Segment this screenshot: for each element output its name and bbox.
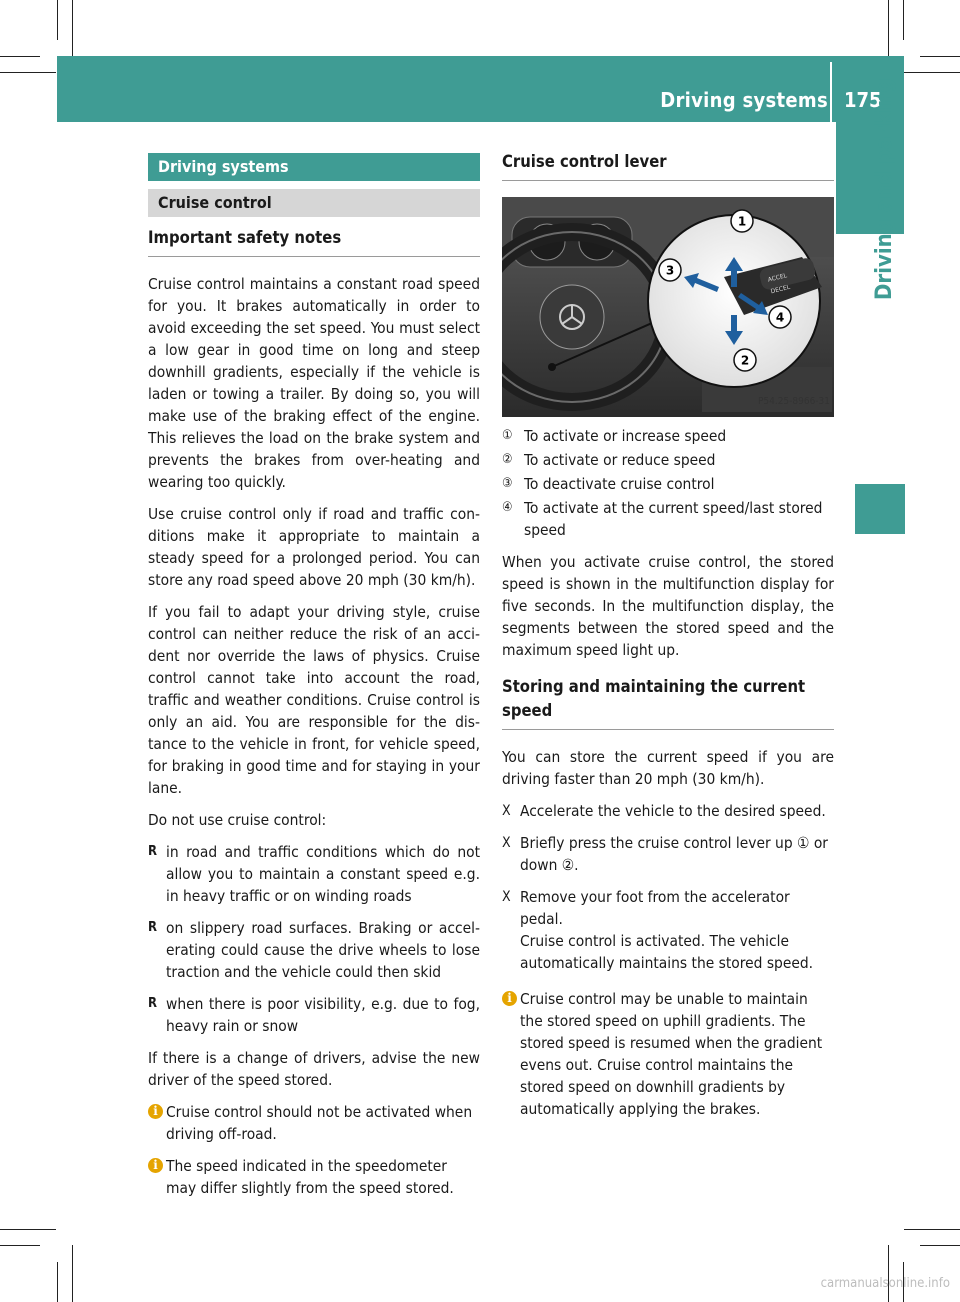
crop-mark: [57, 1262, 58, 1302]
running-header-title: Driving systems: [660, 88, 828, 112]
bullet-item: R on slippery road surfaces. Braking or accel-erating could cause the drive wheels to lose traction and the vehicle could then skid: [148, 919, 480, 981]
legend-item: ④ To activate at the current speed/last stored speed: [502, 499, 823, 539]
heading-safety-notes: Important safety notes: [148, 226, 480, 257]
legend-item: ② To activate or reduce speed: [502, 451, 716, 469]
paragraph: Do not use cruise control:: [148, 811, 327, 829]
info-note: i The speed indicated in the speedometer may differ slightly from the speed stored.: [148, 1155, 480, 1199]
figure-code: P54.25-8966-31: [757, 396, 830, 407]
step-result: Cruise control is activated. The vehicle: [520, 932, 789, 950]
crop-mark: [0, 1245, 40, 1246]
crop-mark: [920, 56, 960, 57]
crop-mark: [888, 0, 889, 56]
instruction-step: X Remove your foot from the accelerator pedal. Cruise control is activated. The vehicle automatically maintains the stored speed.: [502, 888, 814, 972]
info-icon: i: [502, 991, 517, 1006]
info-icon: i: [148, 1104, 163, 1119]
callout-4: 4: [775, 310, 785, 325]
paragraph: You can store the current speed if you are driving faster than 20 mph (30 km/h).: [502, 748, 834, 788]
paragraph: Use cruise control only if road and traffic con-ditions make it appropriate to maintain a steady speed for a prolonged period. You can store any road speed above 20 mph (30 km/h).: [148, 505, 480, 589]
step-marker: X: [502, 803, 511, 819]
bullet-item: R when there is poor visibility, e.g. due to fog, heavy rain or snow: [148, 995, 480, 1035]
instruction-step: X Accelerate the vehicle to the desired speed.: [502, 802, 826, 820]
legend-item: ③ To deactivate cruise control: [502, 475, 715, 493]
section-title: Driving systems: [148, 153, 480, 181]
paragraph: If there is a change of drivers, advise the new driver of the speed stored.: [148, 1049, 480, 1089]
bullet-marker: R: [148, 996, 158, 1011]
crop-mark: [904, 1229, 960, 1230]
crop-mark: [72, 1245, 73, 1302]
callout-3: 3: [665, 263, 675, 278]
crop-mark: [0, 72, 56, 73]
crop-mark: [904, 72, 960, 73]
right-column: [502, 150, 834, 1130]
crop-mark: [0, 56, 40, 57]
info-icon: i: [148, 1158, 163, 1173]
step-marker: X: [502, 889, 511, 905]
left-column: [148, 226, 480, 1209]
paragraph: When you activate cruise control, the stored speed is shown in the multifunction display for five seconds. In the multifunction display, the segments between the stored speed and the maximum speed light up.: [502, 553, 834, 659]
instruction-step: X Briefly press the cruise control lever up ① or down ②.: [502, 834, 828, 874]
callout-2: 2: [740, 353, 750, 368]
paragraph: If you fail to adapt your driving style, cruise control can neither reduce the risk of an acci-dent nor override the laws of physics. Cruise control cannot take into account the road, traffic and weather conditions. Cruise control is only an aid. You are responsible for the dis-tance to the vehicle in front, for vehicle speed, for braking in good time and for staying in your lane.: [148, 603, 480, 797]
svg-text:DECEL: DECEL: [770, 283, 791, 296]
crop-mark: [72, 0, 73, 56]
crop-mark: [0, 1229, 56, 1230]
paragraph: Cruise control maintains a constant road speed for you. It brakes automatically in order to avoid exceeding the set speed. You must select a low gear in good time on long and steep downhill gradients, especially if the vehicle is laden or towing a trailer. By doing so, you will make use of the braking effect of the engine. This relieves the load on the brake system and prevents the brakes from over-heating and wearing too quickly.: [148, 275, 480, 491]
bullet-marker: R: [148, 844, 158, 859]
crop-mark: [920, 1245, 960, 1246]
chapter-marker: [855, 484, 905, 534]
footer-watermark: carmanualsonline.info: [820, 1276, 950, 1291]
heading-cruise-lever: Cruise control lever: [502, 150, 834, 181]
info-note: i Cruise control should not be activated when driving off-road.: [148, 1101, 480, 1145]
header-divider: [830, 62, 832, 122]
subsection-title: Cruise control: [148, 189, 480, 217]
callout-1: 1: [737, 214, 747, 229]
step-result: automatically maintains the stored speed.: [520, 954, 814, 972]
bullet-marker: R: [148, 920, 158, 935]
lever-illustration: [502, 197, 834, 417]
crop-mark: [888, 1245, 889, 1302]
page-number: 175: [844, 88, 882, 112]
svg-text:ACCEL: ACCEL: [767, 272, 788, 284]
crop-mark: [903, 0, 904, 40]
crop-mark: [57, 0, 58, 40]
legend-item: ① To activate or increase speed: [502, 427, 727, 445]
chapter-tab-label: Driving and parking: [872, 78, 897, 300]
step-marker: X: [502, 835, 511, 851]
heading-storing-speed: Storing and maintaining the current speed: [502, 675, 834, 730]
bullet-item: R in road and traffic conditions which do not allow you to maintain a constant speed e.g. in heavy traffic or on winding roads: [148, 843, 480, 905]
info-note: i Cruise control may be unable to maintain the stored speed on uphill gradients. The stored speed is resumed when the gradient evens out. Cruise control maintains the stored speed on downhill gradients by automatically applying the brakes.: [502, 988, 834, 1120]
cruise-control-lever-figure: [502, 197, 834, 417]
